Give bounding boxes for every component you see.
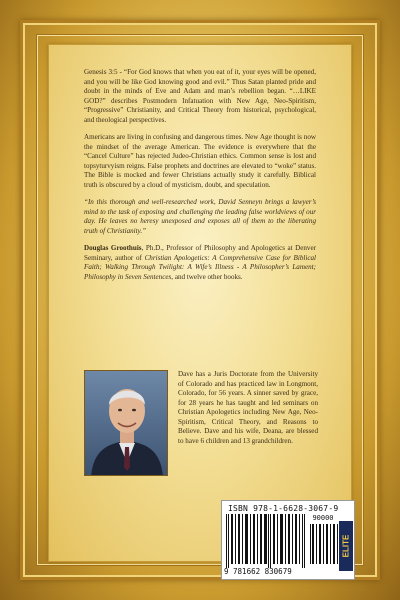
author-bio: Dave has a Juris Doctorate from the University of Colorado and has practiced law in Longmont, Colorado, for 56 years. A sinner saved by grace, for 28 years he has taught and led seminars on Christian Apologetics including New Age, Neo-Spiritism, Critical Theory, and Reasons to Believe. Dave and his wife, Deana, are blessed to have 6 children and 13 grandchildren. xyxy=(178,370,318,445)
endorser-books: Christian Apologetics: A Comprehensive Case for Biblical Faith; Walking Through Twilight: A Wife’s Illness - A Philosopher’s Lament; Philosophy in Seven Sentences xyxy=(84,253,316,281)
endorser-title: , Ph.D., Professor of Philosophy and Apologetics at Denver Seminary, author of xyxy=(84,244,316,262)
endorser-tail: , and twelve other books. xyxy=(171,272,243,281)
svg-text:ELITE: ELITE xyxy=(341,534,351,558)
isbn-barcode xyxy=(221,500,355,580)
author-section xyxy=(84,370,316,480)
barcode-digits: 9 781662 830679 xyxy=(224,567,292,576)
addon-number: 90000 xyxy=(312,514,334,522)
endorser-credit xyxy=(84,244,316,282)
author-photo xyxy=(84,370,168,476)
publisher-logo xyxy=(339,521,353,571)
intro-paragraph: Genesis 3:5 - “For God knows that when you eat of it, your eyes will be opened, and you will be like God knowing good and evil.” Thus Satan planted pride and doubt in the minds of Eve and Adam and man’s rebellion began. “…LIKE GOD?” describes Postmodern Infatuation with New Age, Neo-Spiritism, “Progressive” Christianity, and Critical Theory from historical, psychological, and theological perspectives. xyxy=(84,68,316,124)
context-paragraph: Americans are living in confusing and dangerous times. New Age thought is now the mindset of the average American. The evidence is everywhere that the “Cancel Culture” has rejected Judeo-Christian ethics. Common sense is lost and topsyturvyism reigns. False prophets and doctrines are elevated to “woke” status. The Bible is mocked and fewer Christians actually study it carefully. Biblical truth is obscured by a cloud of mysticism, doubt, and speculation. xyxy=(84,133,316,189)
endorsement-quote: “In this thorough and well-researched work, David Senneyn brings a lawyer’s mind to the task of exposing and challenging the leading false worldviews of our day. He leaves no heresy unexposed and exposes all of them to the liberating truth of Christianity.” xyxy=(84,198,316,235)
back-cover-text xyxy=(84,68,316,290)
barcode-bars xyxy=(226,514,338,568)
endorser-name: Douglas Groothuis xyxy=(84,244,142,252)
isbn-number: ISBN 978-1-6628-3067-9 xyxy=(228,504,339,513)
